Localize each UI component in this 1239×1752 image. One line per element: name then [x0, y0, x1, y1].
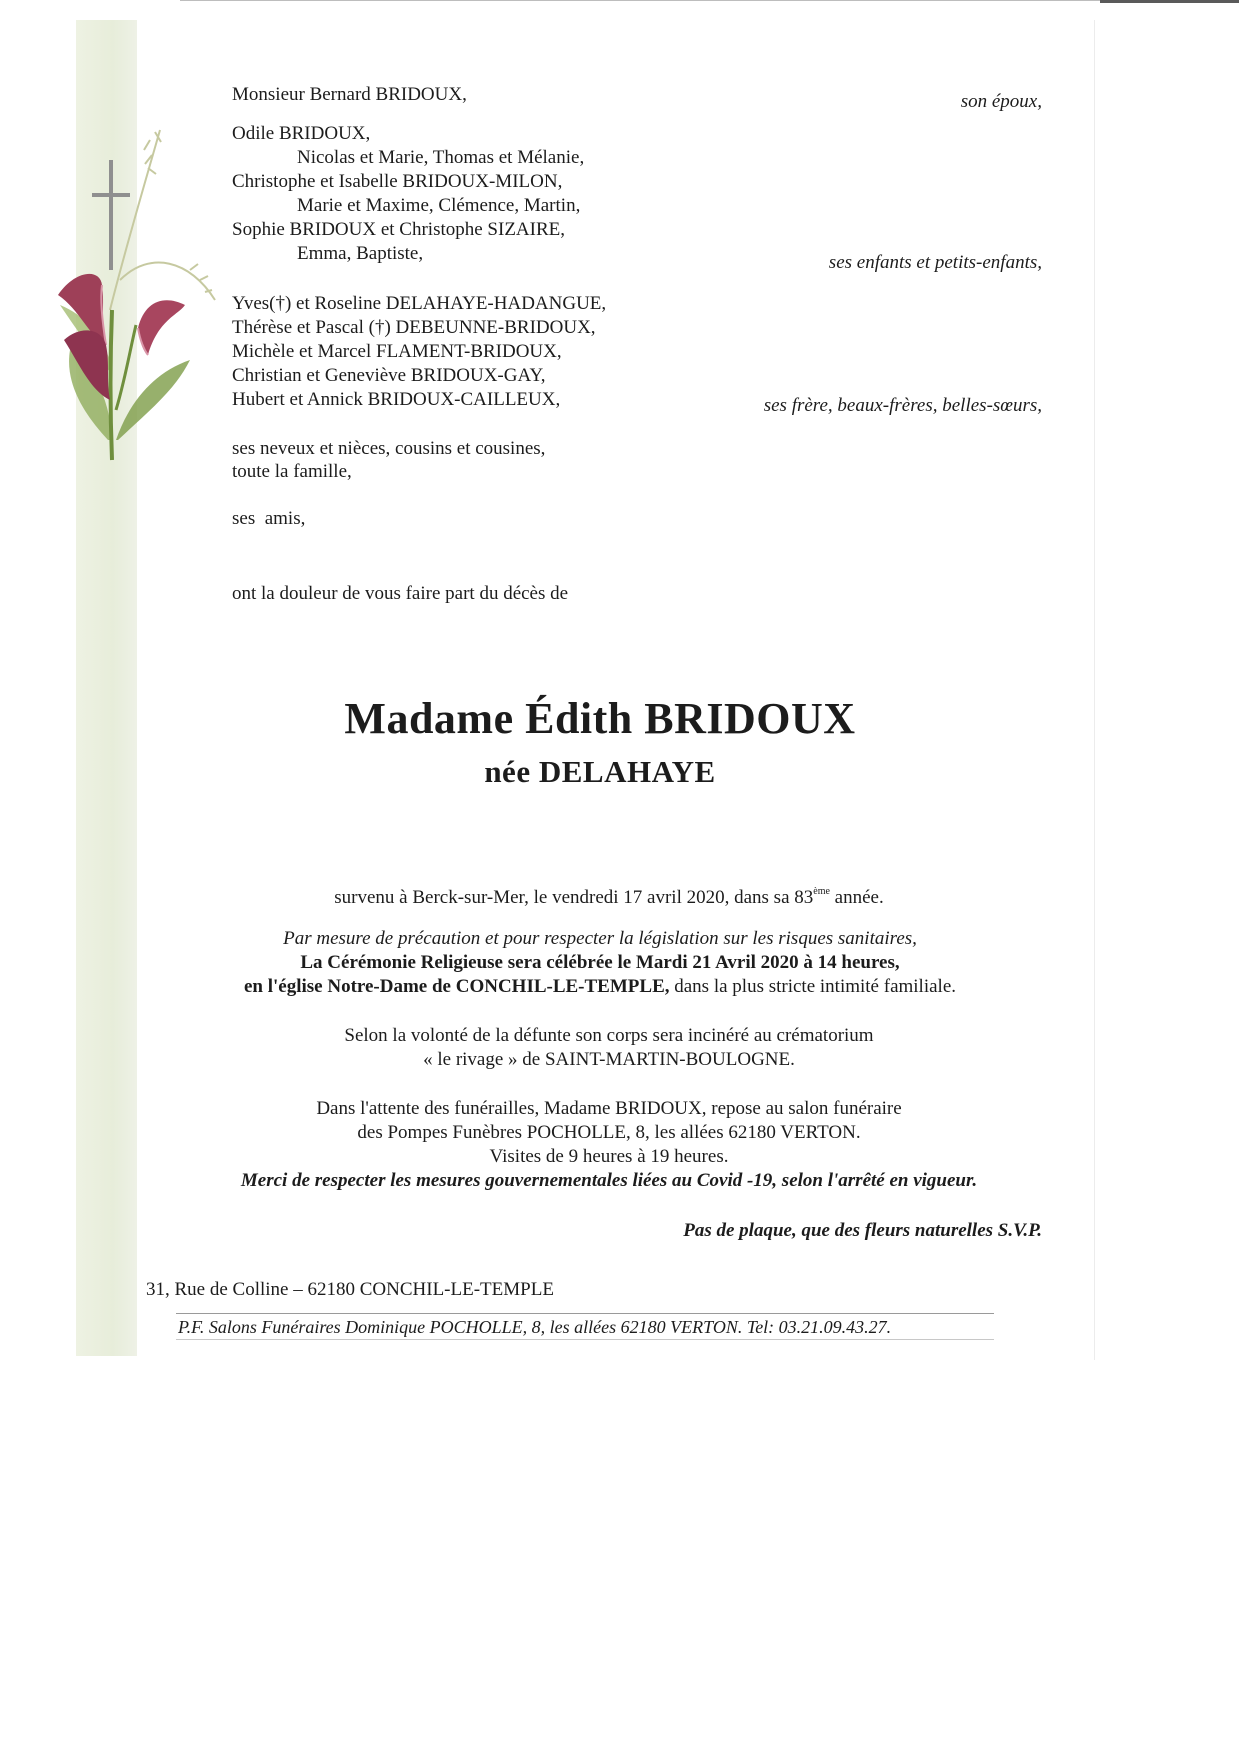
death-text-end: année.	[829, 887, 884, 908]
death-text: survenu à Berck-sur-Mer, le vendredi 17 avril 2020, dans sa 83	[334, 887, 814, 908]
visiting-hours: Visites de 9 heures à 19 heures.	[489, 1146, 729, 1167]
footer-underline	[176, 1339, 994, 1340]
children-relation: ses enfants et petits-enfants,	[828, 252, 1042, 273]
precaution-notice: Par mesure de précaution et pour respecter la législation sur les risques sanitaires,	[283, 928, 917, 949]
extended-family-line: toute la famille,	[232, 461, 352, 482]
grandchildren-line: Emma, Baptiste,	[297, 243, 424, 264]
death-details	[0, 880, 1218, 910]
cremation-line: Selon la volonté de la défunte son corps sera incinéré au crématorium	[344, 1025, 874, 1046]
child-line: Christophe et Isabelle BRIDOUX-MILON,	[232, 171, 563, 192]
maiden-name: née DELAHAYE	[484, 754, 716, 789]
friends-line: ses amis,	[232, 508, 306, 529]
footer-divider	[176, 1313, 994, 1314]
top-edge-line	[180, 0, 1100, 1]
top-edge-rule	[1100, 0, 1239, 3]
child-line: Odile BRIDOUX,	[232, 123, 371, 144]
deceased-name: Madame Édith BRIDOUX	[344, 694, 856, 743]
extended-family-line: ses neveux et nièces, cousins et cousines,	[232, 438, 546, 459]
child-line: Sophie BRIDOUX et Christophe SIZAIRE,	[232, 219, 566, 240]
ordinal-suffix: ème	[813, 886, 830, 897]
announcement-intro: ont la douleur de vous faire part du décès de	[232, 583, 569, 604]
sibling-line: Hubert et Annick BRIDOUX-CAILLEUX,	[232, 389, 561, 410]
family-address: 31, Rue de Colline – 62180 CONCHIL-LE-TEMPLE	[146, 1279, 554, 1300]
funeral-home-line: Dans l'attente des funérailles, Madame BRIDOUX, repose au salon funéraire	[316, 1098, 902, 1119]
flower-stem	[111, 310, 113, 460]
sibling-line: Thérèse et Pascal (†) DEBEUNNE-BRIDOUX,	[232, 317, 596, 338]
sibling-line: Yves(†) et Roseline DELAHAYE-HADANGUE,	[232, 293, 607, 314]
spouse-name: Monsieur Bernard BRIDOUX,	[232, 84, 467, 105]
church-note: dans la plus stricte intimité familiale.	[669, 976, 957, 997]
cremation-line: « le rivage » de SAINT-MARTIN-BOULOGNE.	[423, 1049, 795, 1070]
siblings-relation: ses frère, beaux-frères, belles-sœurs,	[763, 395, 1042, 416]
funeral-home-footer: P.F. Salons Funéraires Dominique POCHOLLE, 8, les allées 62180 VERTON. Tel: 03.21.09.43.27.	[178, 1317, 892, 1337]
calla-lily-cross-illustration	[40, 110, 220, 480]
sibling-line: Michèle et Marcel FLAMENT-BRIDOUX,	[232, 341, 562, 362]
flower-stem-2	[116, 325, 136, 410]
grandchildren-line: Marie et Maxime, Clémence, Martin,	[297, 195, 581, 216]
spouse-relation: son époux,	[960, 91, 1042, 112]
wheat-stalks	[110, 130, 215, 310]
church-details	[0, 975, 1200, 999]
funeral-home-line: des Pompes Funèbres POCHOLLE, 8, les allées 62180 VERTON.	[357, 1122, 861, 1143]
flowers-notice: Pas de plaque, que des fleurs naturelles S.V.P.	[683, 1220, 1042, 1241]
grandchildren-line: Nicolas et Marie, Thomas et Mélanie,	[297, 147, 585, 168]
covid-notice: Merci de respecter les mesures gouvernementales liées au Covid -19, selon l'arrêté en vigueur.	[240, 1170, 978, 1191]
sibling-line: Christian et Geneviève BRIDOUX-GAY,	[232, 365, 546, 386]
church-name: en l'église Notre-Dame de CONCHIL-LE-TEMPLE,	[243, 976, 670, 997]
ceremony-details: La Cérémonie Religieuse sera célébrée le Mardi 21 Avril 2020 à 14 heures,	[300, 952, 900, 973]
